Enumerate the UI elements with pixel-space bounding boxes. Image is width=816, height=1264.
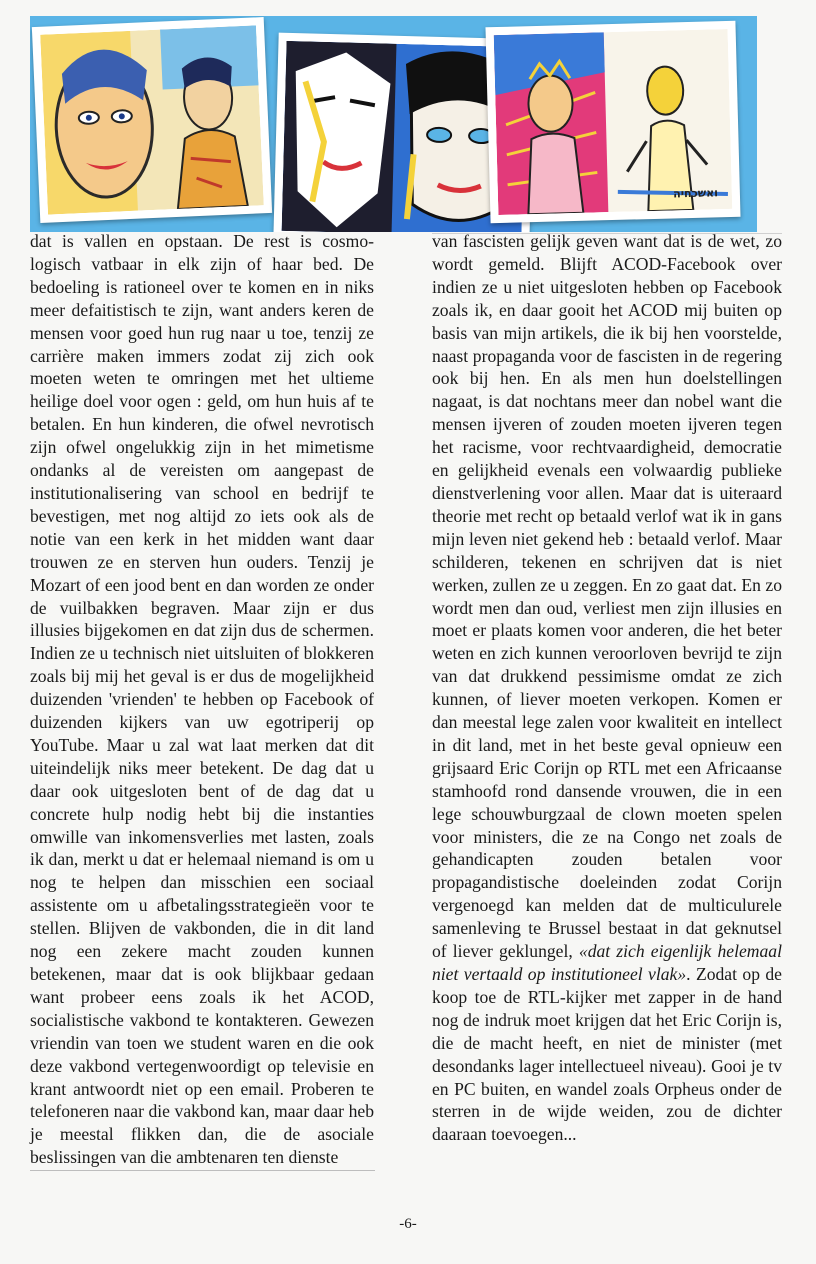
painting-banner bbox=[30, 16, 757, 232]
painting-photo-figures-right bbox=[485, 21, 740, 223]
article-column-right bbox=[432, 230, 782, 1146]
article-column-left: dat is vallen en opstaan. De rest is cosmo-logisch vatbaar in elk zijn of haar bed. De bedoeling is rationeel over te komen en in niks meer defaitistisch te zijn, want anders keren de mensen voor goed hun rug naar u toe, tenzij ze carrière maken immers zodat zij zich ook moeten weten te omringen met het ultieme heilige doel voor ogen : geld, om hun huis af te betalen. En hun kinderen, die ofwel nevrotisch zijn ofwel ongelukkig zijn in het mimetisme ondanks al de vereisten om aangepast de institutionalisering van school en bedrijf te bevestigen, met nog altijd zo iets ook als de notie van een kerk in het midden want daar trouwen ze en sterven hun ouders. Tenzij je Mozart of een jood bent en dan worden ze onder de vuilbakken begraven. Maar zijn er dus illusies bijgekomen en dat zijn dus de schermen. Indien ze u technisch niet uitsluiten of blokkeren zoals bij mij het geval is er dus de mogelijkheid duizenden 'vrienden' te hebben op Facebook of duizenden kijkers van uw egotriperij op YouTube. Maar u zal wat laat merken dat dit uiteindelijk niks meer betekent. De dag dat u daar ook uitgesloten bent of de dag dat u concrete hulp nodig hebt bij die instanties omwille van inkomensverlies met lasten, zoals ik dan, merkt u dat er helemaal niemand is om u nog te helpen dan misschien een sociaal assistente om u afbetalingsstrategieën voor te stellen. Blijven de vakbonden, die in dit land nog een zekere macht zouden kunnen betekenen, maar dat is ook blijkbaar gedaan want probeer eens zoals ik het ACOD, socialistische vakbond te kontakteren. Gewezen vriendin van toen we student waren en die ook deze vakbond vertegenwoordigt op televisie en krant antwoordt niet op een email. Proberen te telefoneren naar die vakbond kan, maar daar heb je meestal flikken dan, die de asociale beslissingen van die ambtenaren ten dienste bbox=[30, 231, 374, 1168]
footer-divider-line bbox=[30, 1170, 375, 1171]
painting-photo-faces-left bbox=[32, 17, 272, 223]
painting-caption: ואשכחיה bbox=[673, 186, 719, 201]
article-right-text-part1: van fascisten gelijk geven want dat is de wet, zo wordt gemeld. Blijft ACOD-Facebook over indien ze u niet uitgesloten hebben op Facebook zoals ik, en daar gooit het ACOD mij buiten op basis van mijn artikels, die ik bij hen voorstelde, naast propaganda voor de fascisten in de regering ook bij hen. En als men hun doelstellingen nagaat, is dat nochtans meer dan nobel want die mensen ijveren of zouden moeten ijveren tegen het racisme, voor rechtvaardigheid, democratie en gelijkheid evenals een volwaardig publieke dienstverlening voor allen. Maar dat is uiteraard theorie met recht op betaald verlof wat ik in gans mijn leven niet gekend heb : betaald verlof. Maar schilderen, tekenen en schrijven dat is niet werken, zullen ze u zeggen. En zo gaat dat. En zo wordt men dan oud, verliest men zijn illusies en moet er plaats komen voor anderen, die het beter weten en zich kunnen veroorloven bevrijd te zijn van dat drukkend pessimisme omdat ze zich kunnen, of liever moeten verkopen. Komen er dan meestal lege zalen voor kwaliteit en intellect in dit land, met in het beste geval opnieuw een grijsaard Eric Corijn op RTL met een Africaanse stamhoofd rond dansende vrouwen, die in een lege schouwburgzaal de clown moeten spelen voor ministers, die ze na Congo net zoals de gehandicapten zouden betalen voor propagandistische doeleinden zodat Corijn vergenoegd kan melden dat de multiculurele samenleving te Brussel bestaat in dat geknutsel of liever geklungel, bbox=[432, 231, 782, 962]
page-number: -6- bbox=[399, 1216, 417, 1232]
article-right-text-part2: . Zodat op de koop toe de RTL-kijker met zapper in de hand nog de indruk moet krijgen dat het Eric Corijn is, die de macht heeft, en niet de minister (met desondanks lager intellectueel niveau). Gooi je tv en PC buiten, en wandel zoals Orpheus onder de sterren in de wijde weiden, zou de dichter daaraan toevoegen... bbox=[432, 964, 782, 1145]
article-quote: «dat zich eigenlijk helemaal niet vertaald op institutioneel vlak» bbox=[432, 941, 782, 984]
